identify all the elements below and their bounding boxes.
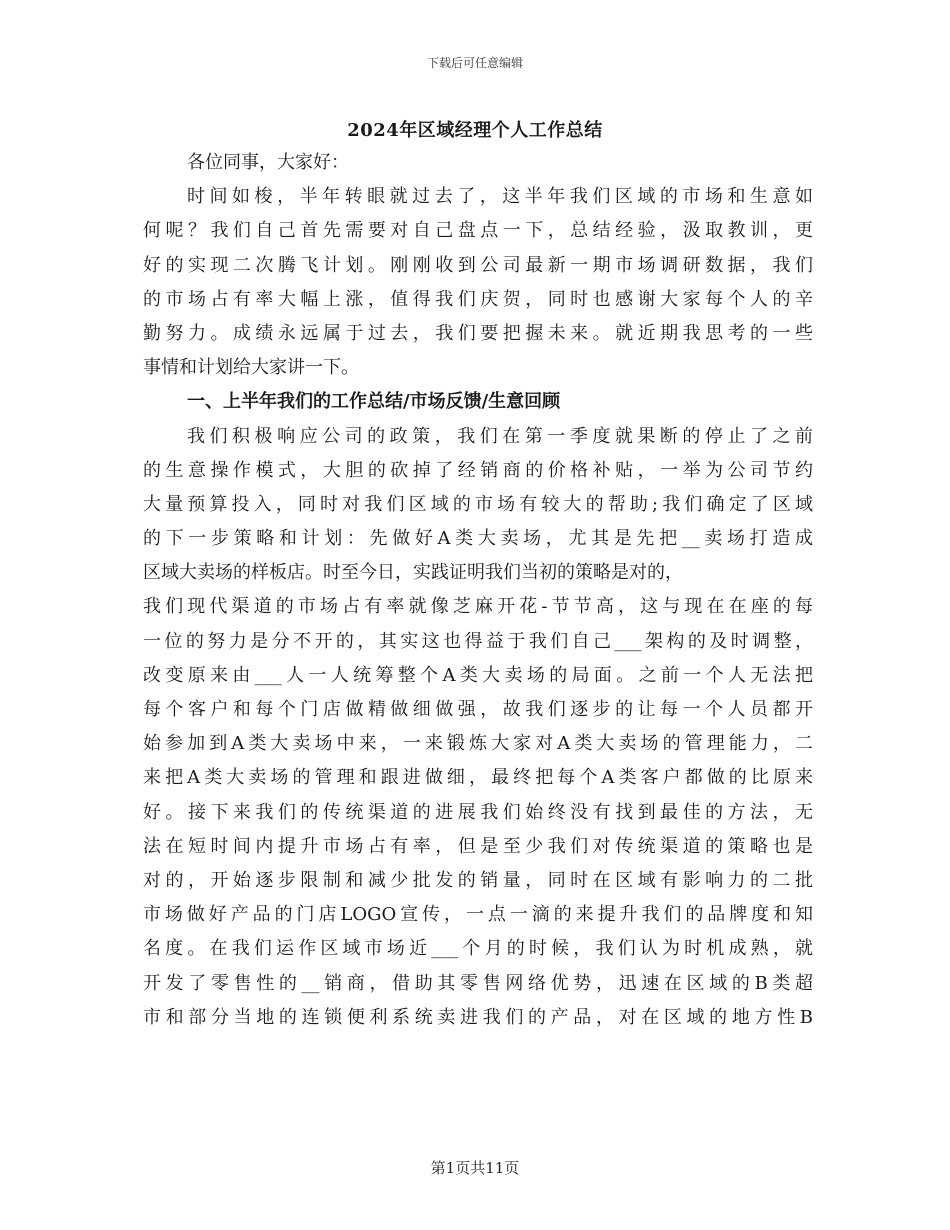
body-line: 时间如梭，半年转眼就过去了，这半年我们区域的市场和生意如 xyxy=(187,186,813,208)
body-line: 区域大卖场的样板店。时至今日，实践证明我们当初的策略是对的， xyxy=(143,562,683,584)
page-number: 第1页共11页 xyxy=(430,1159,520,1177)
body-line: 来把A类大卖场的管理和跟进做细，最终把每个A类客户都做的比原来 xyxy=(143,767,813,789)
body-line: 的市场占有率大幅上涨，值得我们庆贺，同时也感谢大家每个人的辛 xyxy=(143,288,813,310)
body-line: 我们现代渠道的市场占有率就像芝麻开花-节节高，这与现在在座的每 xyxy=(143,596,813,618)
body-line: 我们积极响应公司的政策，我们在第一季度就果断的停止了之前 xyxy=(187,425,813,447)
body-line: 大量预算投入，同时对我们区域的市场有较大的帮助;我们确定了区域 xyxy=(143,493,813,515)
body-line: 名度。在我们运作区域市场近___个月的时候，我们认为时机成熟，就 xyxy=(143,938,813,960)
body-line: 始参加到A类大卖场中来，一来锻炼大家对A类大卖场的管理能力，二 xyxy=(143,733,813,755)
body-line: 一位的努力是分不开的，其实这也得益于我们自己___架构的及时调整， xyxy=(143,630,813,652)
body-line: 市和部分当地的连锁便利系统卖进我们的产品，对在区域的地方性B xyxy=(143,1006,813,1028)
document-body xyxy=(143,146,813,1035)
body-line: 各位同事，大家好： xyxy=(187,152,349,173)
body-line: 改变原来由___人一人统筹整个A类大卖场的局面。之前一个人无法把 xyxy=(143,664,813,686)
document-title: 2024年区域经理个人工作总结 xyxy=(347,120,603,141)
body-line: 好。接下来我们的传统渠道的进展我们始终没有找到最佳的方法，无 xyxy=(143,801,813,823)
body-line: 的下一步策略和计划：先做好A类大卖场，尤其是先把__卖场打造成 xyxy=(143,528,813,550)
body-line: 法在短时间内提升市场占有率，但是至少我们对传统渠道的策略也是 xyxy=(143,835,813,857)
body-line: 市场做好产品的门店LOGO宣传，一点一滴的来提升我们的品牌度和知 xyxy=(143,904,813,926)
body-line: 勤努力。成绩永远属于过去，我们要把握未来。就近期我思考的一些 xyxy=(143,322,813,344)
body-line: 对的，开始逐步限制和减少批发的销量，同时在区域有影响力的二批 xyxy=(143,869,813,891)
body-line: 事情和计划给大家讲一下。 xyxy=(143,357,359,379)
header-note: 下载后可任意编辑 xyxy=(426,56,523,70)
body-line: 的生意操作模式，大胆的砍掉了经销商的价格补贴，一举为公司节约 xyxy=(143,459,813,481)
body-line: 好的实现二次腾飞计划。刚刚收到公司最新一期市场调研数据，我们 xyxy=(143,254,813,276)
body-line: 每个客户和每个门店做精做细做强，故我们逐步的让每一个人员都开 xyxy=(143,699,813,720)
body-line: 何呢？我们自己首先需要对自己盘点一下，总结经验，汲取教训，更 xyxy=(143,220,813,242)
section-heading: 一、上半年我们的工作总结/市场反馈/生意回顾 xyxy=(187,391,561,413)
body-line: 开发了零售性的__销商，借助其零售网络优势，迅速在区域的B类超 xyxy=(143,972,813,994)
